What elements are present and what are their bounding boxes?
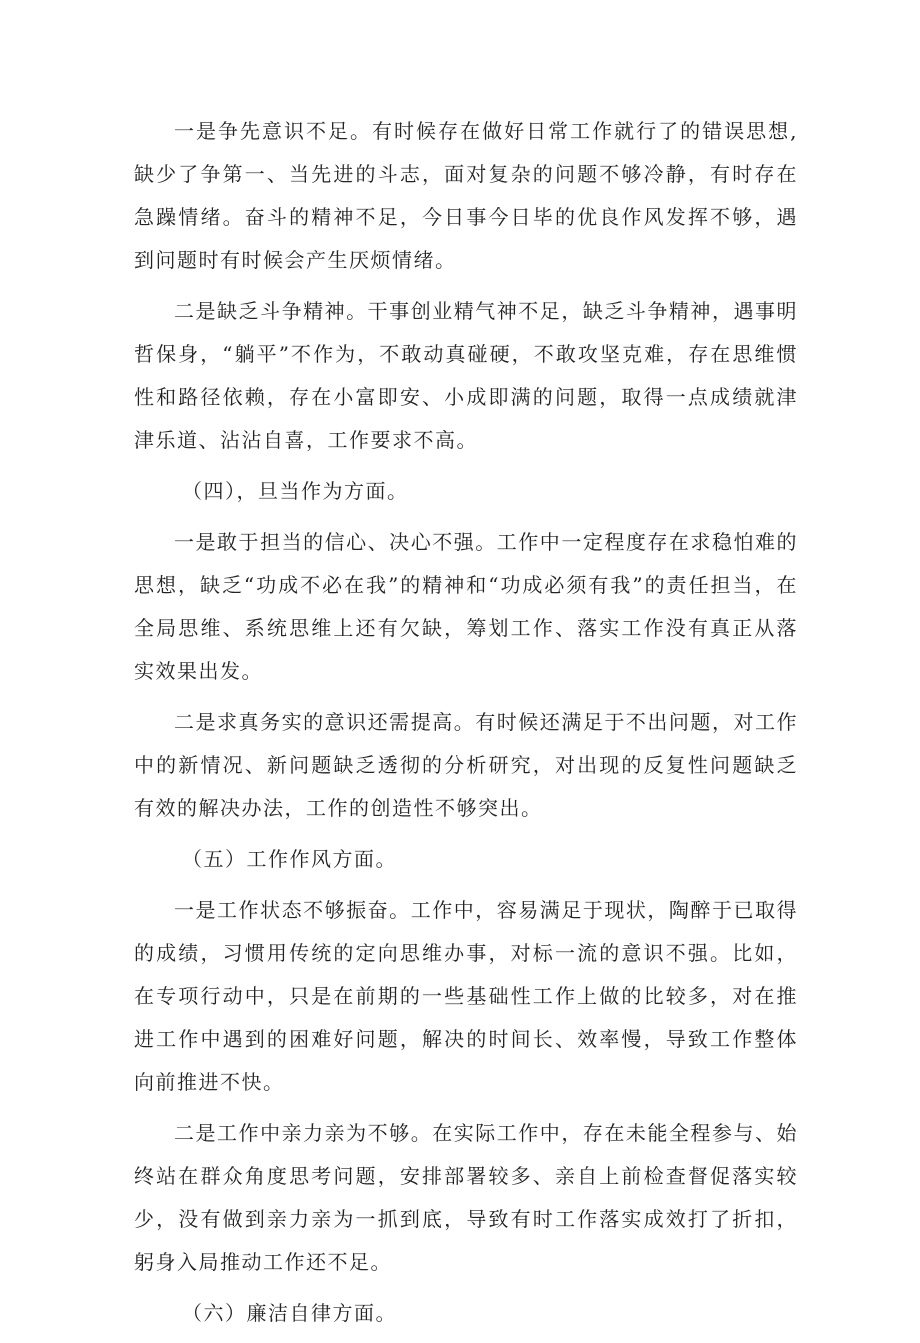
section-heading-four: （四），旦当作为方面。 [182, 479, 409, 503]
section-heading-five: （五）工作作风方面。 [182, 847, 397, 871]
paragraph-competition-awareness: 一是争先意识不足。有时候存在做好日常工作就行了的错误思想,缺少了争第一、当先进的斗志，面对复杂的问题不够冷静，有时存在急躁情绪。奋斗的精神不足，今日事今日毕的优良作风发挥不够，遇到问题时有时候会产生厌烦情绪。 [134, 119, 798, 272]
section-heading-six: （六）廉洁自律方面。 [182, 1301, 397, 1325]
paragraph-responsibility: 一是敢于担当的信心、决心不强。工作中一定程度存在求稳怕难的思想，缺乏“功成不必在我”的精神和“功成必须有我”的责任担当，在全局思维、系统思维上还有欠缺，筹划工作、落实工作没有真正从落实效果出发。 [134, 530, 798, 683]
paragraph-work-state: 一是工作状态不够振奋。工作中，容易满足于现状，陶醉于已取得的成绩，习惯用传统的定向思维办事，对标一流的意识不强。比如，在专项行动中，只是在前期的一些基础性工作上做的比较多，对在推进工作中遇到的困难好问题，解决的时间长、效率慢，导致工作整体向前推进不快。 [134, 898, 798, 1094]
paragraph-hands-on: 二是工作中亲力亲为不够。在实际工作中，存在未能全程参与、始终站在群众角度思考问题，安排部署较多、亲自上前检查督促落实较少，没有做到亲力亲为一抓到底，导致有时工作落实成效打了折扣，躬身入局推动工作还不足。 [134, 1121, 798, 1274]
paragraph-pragmatism: 二是求真务实的意识还需提高。有时候还满足于不出问题，对工作中的新情况、新问题缺乏透彻的分析研究，对出现的反复性问题缺乏有效的解决办法，工作的创造性不够突出。 [134, 710, 798, 820]
paragraph-fighting-spirit: 二是缺乏斗争精神。干事创业精气神不足，缺乏斗争精神，遇事明哲保身，“躺平”不作为，不敢动真碰硬，不敢攻坚克难，存在思维惯性和路径依赖，存在小富即安、小成即满的问题，取得一点成绩就津津乐道、沾沾自喜，工作要求不高。 [134, 299, 798, 452]
document-body [134, 110, 798, 1343]
